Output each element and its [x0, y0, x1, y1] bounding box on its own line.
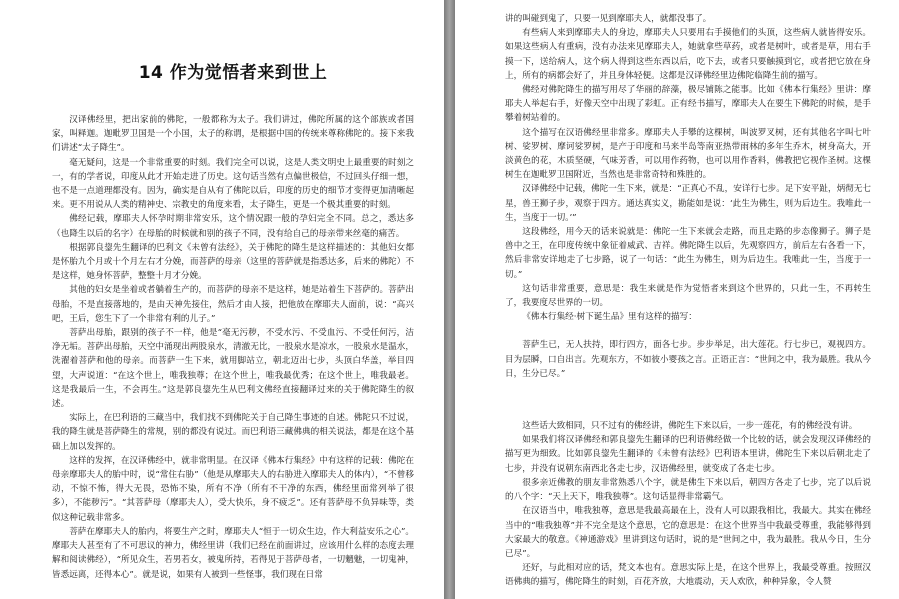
paragraph: 这个描写在汉语佛经里非常多。摩耶夫人手攀的这棵树，叫波罗叉树，还有其他名字叫七叶树、娑罗树、摩诃娑罗树，是产于印度和马来半岛等南亚热带雨林的多年生乔木，树身高大，开淡黄色的花，木质坚硬，气味芳香，可以用作药物，也可以用作香料，佛教把它视作圣树。这棵树生在迦毗罗卫国附近，当然也是非常奇特和殊胜的。 [505, 127, 871, 181]
right-page [455, 0, 899, 599]
paragraph: 佛经对佛陀降生的描写用尽了华丽的辞藻，极尽铺陈之能事。比如《佛本行集经》里讲：摩耶夫人举起右手，好像天空中出现了彩虹。正有经书描写，摩耶夫人在要生下佛陀的时候，是手攀着树站着的。 [505, 85, 871, 124]
paragraph: 其他的妇女是坐着或者躺着生产的，而菩萨的母亲不是这样，她是站着生下菩萨的。菩萨出母胎，不是直接落地的，是由天神先接住，然后才由人接，把他放在摩耶夫人面前，说：“高兴吧，王后，您生下了一个非常有利的儿子。” [52, 285, 414, 324]
paragraph: 在汉语当中，唯我独尊，意思是我最高最在上，没有人可以跟我相比，我最大。其实在佛经当中的“唯我独尊”并不完全是这个意思，它的意思是：在这个世界当中我最受尊重，我能够得到大家最大的敬意。《神通游戏》里讲到这句话时，说的是“世间之中，我为最胜。我从今日，生分已尽”。 [505, 506, 871, 559]
block-quote: 菩萨生已，无人扶持，即行四方，面各七步。步步举足，出大莲花。行七步已，观视四方。目为层瞬，口自出言。先观东方，不如彼小婴孩之言。正语正言：“世间之中，我为最胜。我从今日，生分已尽。” [505, 340, 871, 379]
paragraph: 佛经记载，摩耶夫人怀孕时期非常安乐，这个情况跟一般的孕妇完全不同。总之，悉达多（也降生以后的名字）在母胎的时候就和别的孩子不同，没有给自己的母亲带来丝毫的痛苦。 [52, 214, 414, 239]
chapter-title: 14 作为觉悟者来到世上 [138, 63, 328, 83]
paragraph: 这句话非常重要，意思是：我生来就是作为觉悟者来到这个世界的，只此一生，不再转生了，我要度尽世界的一切。 [505, 283, 871, 309]
paragraph: 《佛本行集经·树下诞生品》里有这样的描写： [522, 312, 697, 323]
blank-space [505, 381, 871, 419]
paragraph: 菩萨在摩耶夫人的胎内，将要生产之时，摩耶夫人“恒于一切众生边，作大利益安乐之心”。摩耶夫人甚至有了不可思议的神力，佛经里讲（我们已经在前面讲过，应该用什么样的态度去理解和阅读佛经），“所见众生，若男若女，被鬼所持，若得见于菩萨母者，一切魑魅，一切鬼神，皆悉远离，还得本心”。就是说，如果有人被到一些怪事，我们现在日常 [52, 526, 414, 580]
paragraph: 还好，与此相对应的话，梵文本也有。意思实际上是，在这个世界上，我最受尊重。按照汉语佛典的描写，佛陀降生的时刻，百花齐放，大地震动，天人欢欣，种种异象，令人赞 [505, 563, 871, 588]
paragraph: 很多亲近佛教的朋友非常熟悉八个字，就是佛生下来以后，朝四方各走了七步，完了以后说的八个字：“天上天下，唯我独尊”。这句话显得非常霸气。 [505, 477, 871, 503]
book-gutter [444, 0, 455, 599]
paragraph: 根据郭良鋆先生翻译的巴利文《未曾有法经》，关于佛陀的降生是这样描述的：其他妇女都是怀胎九个月或十个月左右才分娩，而菩萨的母亲（这里的菩萨就是指悉达多，后来的佛陀）不是这样，她身怀菩萨，整整十月才分娩。 [52, 242, 414, 282]
blank-space [505, 324, 871, 338]
paragraph: 毫无疑问，这是一个非常重要的时刻。我们完全可以说，这是人类文明史上最重要的时刻之一，有的学者说，印度从此才开始走进了历史。这句话当然有点偏世极信，不过回头仔细一想，也不是一点道理都没有。因为，确实是自从有了佛陀以后，印度的历史的细节才变得更加清晰起来。更不用说从人类的精神史、宗教史的角度来看，太子降生，更是一个极其重要的时刻。 [52, 157, 414, 211]
paragraph: 汉译佛经中记载，佛陀一生下来，就是：“正真心不乱，安详行七步。足下安平趾，炳彻无七星，兽王狮子步，观察于四方。通达真实义，勘能如是说：‘此生为佛生，则为后边生。我唯此一生，当度于一切。’” [505, 184, 871, 223]
paragraph: 这样的发挥，在汉译佛经中，就非常明显。在汉译《佛本行集经》中有这样的记载：佛陀在母亲摩耶夫人的胎中时，说“常住右胁”（他是从摩耶夫人的右胁进入摩耶夫人的体内），“不曾移动，不惊不怖，得大无畏，恐怖不染，所有不净（所有不干净的东西，佛经里面常列举了很多），不能秽污”。“其菩萨母（摩耶夫人），受大快乐，身不疲乏”。还有菩萨母不负异味等，类似这种记载非常多。 [52, 455, 414, 523]
paragraph: 如果我们将汉译佛经和郭良鋆先生翻译的巴利语佛经做一个比较的话，就会发现汉译佛经的描写更为细致。比如郭良鋆先生翻译的《未曾有法经》巴利语本里讲，佛陀生下来以后朝北走了七步，并没有说朝东南西北各走七步，汉语佛经里，就变成了各走七步。 [505, 435, 871, 474]
paragraph: 有些病人来到摩耶夫人的身边，摩耶夫人只要用右手摸他们的头顶，这些病人就皆得安乐。如果这些病人有重病，没有办法来见摩耶夫人，她就拿些草药，或者是树叶，或者是草，用右手摸一下，送给病人，这个病人得到这些东西以后，吃下去，或者只要触摸到它，或者把它放在身上，所有的病都会好了，并且身体轻便。这都是汉译佛经里边佛陀临降生前的描写。 [505, 28, 871, 81]
paragraph: 汉译佛经里，把出家前的佛陀，一般都称为太子。我们讲过，佛陀所属的这个部族或者国家，叫释迦。迦毗罗卫国是一个小国，太子的称谓，是根据中国的传统来尊称佛陀的。接下来我们讲述“太子降生”。 [52, 115, 414, 154]
paragraph: 菩萨出母胎，跟别的孩子不一样，他是“毫无污秽，不受水污、不受血污、不受任何污，洁净无垢。菩萨出母胎，天空中涌现出两股泉水，清澈无比，一股泉水是凉水，一股泉水是温水，洗濯着菩萨和他的母亲。而菩萨一生下来，就用脚站立，朝北迈出七步，头顶白华盖，举目四望，大声说道：“在这个世上，唯我独尊；在这个世上，唯我最优秀；在这个世上，唯我最老。这是我最后一生，不会再生。”这是郭良鋆先生从巴利文佛经直接翻译过来的关于佛陀降生的叙述。 [52, 328, 414, 410]
left-page [0, 0, 444, 599]
paragraph: 实际上，在巴利语的三藏当中，我们找不到佛陀关于自己降生事迹的自述。佛陀只不过说，我的降生就是菩萨降生的常规，别的都没有说过。而巴利语三藏佛典的相关说法，都是在这个基础上加以发挥的。 [52, 413, 414, 452]
paragraph: 这段佛经，用今天的话来说就是：佛陀一生下来就会走路，而且走路的步态像狮子。狮子是兽中之王，在印度传统中象征着威武、吉祥。佛陀降生以后，先观察四方，前后左右各看一下，然后非常安详地走了七步路，说了一句话：“此生为佛生，则为后边生。我唯此一生，当度于一切。” [505, 227, 871, 280]
paragraph-continued: 讲的叫碰到鬼了，只要一见到摩耶夫人，就都没事了。 [505, 14, 712, 24]
paragraph: 这些话大致相同，只不过有的佛经讲，佛陀生下来以后，一步一莲花，有的佛经没有讲。 [522, 421, 858, 432]
